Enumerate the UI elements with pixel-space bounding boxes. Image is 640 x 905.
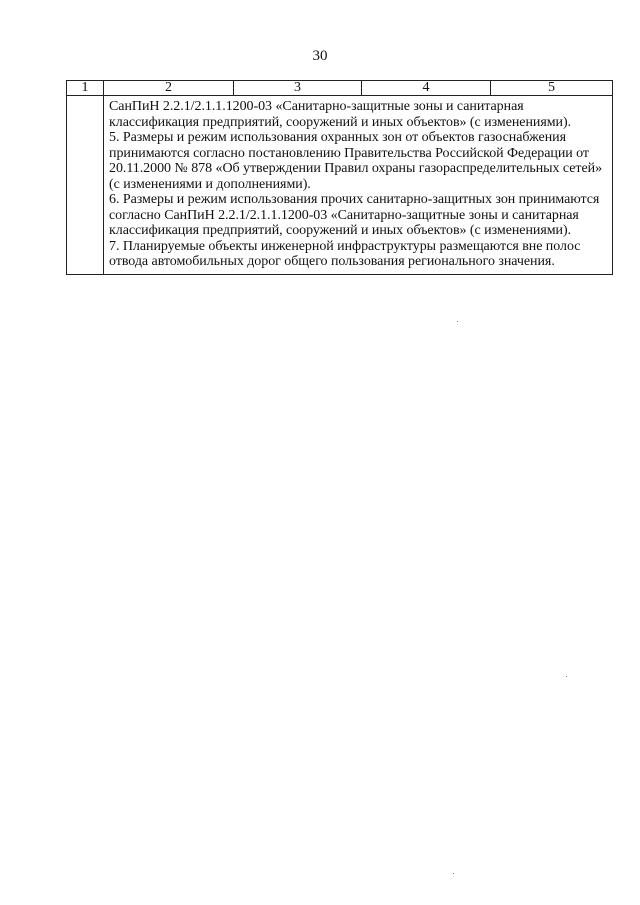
column-header-2: 2 (104, 81, 234, 96)
paragraph-infrastructure: 7. Планируемые объекты инженерной инфраструктуры размещаются вне полос отвода автомобильных дорог общего пользования регионального значения. (109, 238, 581, 269)
content-cell (104, 96, 613, 275)
table-row (67, 96, 613, 275)
document-table (66, 80, 613, 275)
row-number-cell (67, 96, 104, 275)
column-header-3: 3 (234, 81, 362, 96)
paragraph-gas-zones: 5. Размеры и режим использования охранных зон от объектов газоснабжения принимаются согласно постановлению Правительства Российской Федерации от 20.11.2000 № 878 «Об утверждении Правил охраны газораспределительных сетей» (с изменениями и дополнениями). (109, 130, 603, 192)
page-number: 30 (312, 48, 328, 64)
table-header-row (67, 81, 613, 96)
column-header-1: 1 (67, 81, 104, 96)
scan-speck (566, 676, 567, 677)
paragraph-sanitary-zones: 6. Размеры и режим использования прочих санитарно-защитных зон принимаются согласно СанПиН 2.2.1/2.1.1.1200-03 «Санитарно-защитные зоны и санитарная классификация предприятий, сооружений и иных объектов» (с изменениями). (109, 192, 600, 238)
paragraph-sanpin: СанПиН 2.2.1/2.1.1.1200-03 «Санитарно-защитные зоны и санитарная классификация предприятий, сооружений и иных объектов» (с изменениями). (109, 99, 572, 130)
column-header-5: 5 (491, 81, 613, 96)
column-header-4: 4 (362, 81, 491, 96)
scan-speck (453, 873, 454, 874)
scan-speck (457, 321, 458, 322)
